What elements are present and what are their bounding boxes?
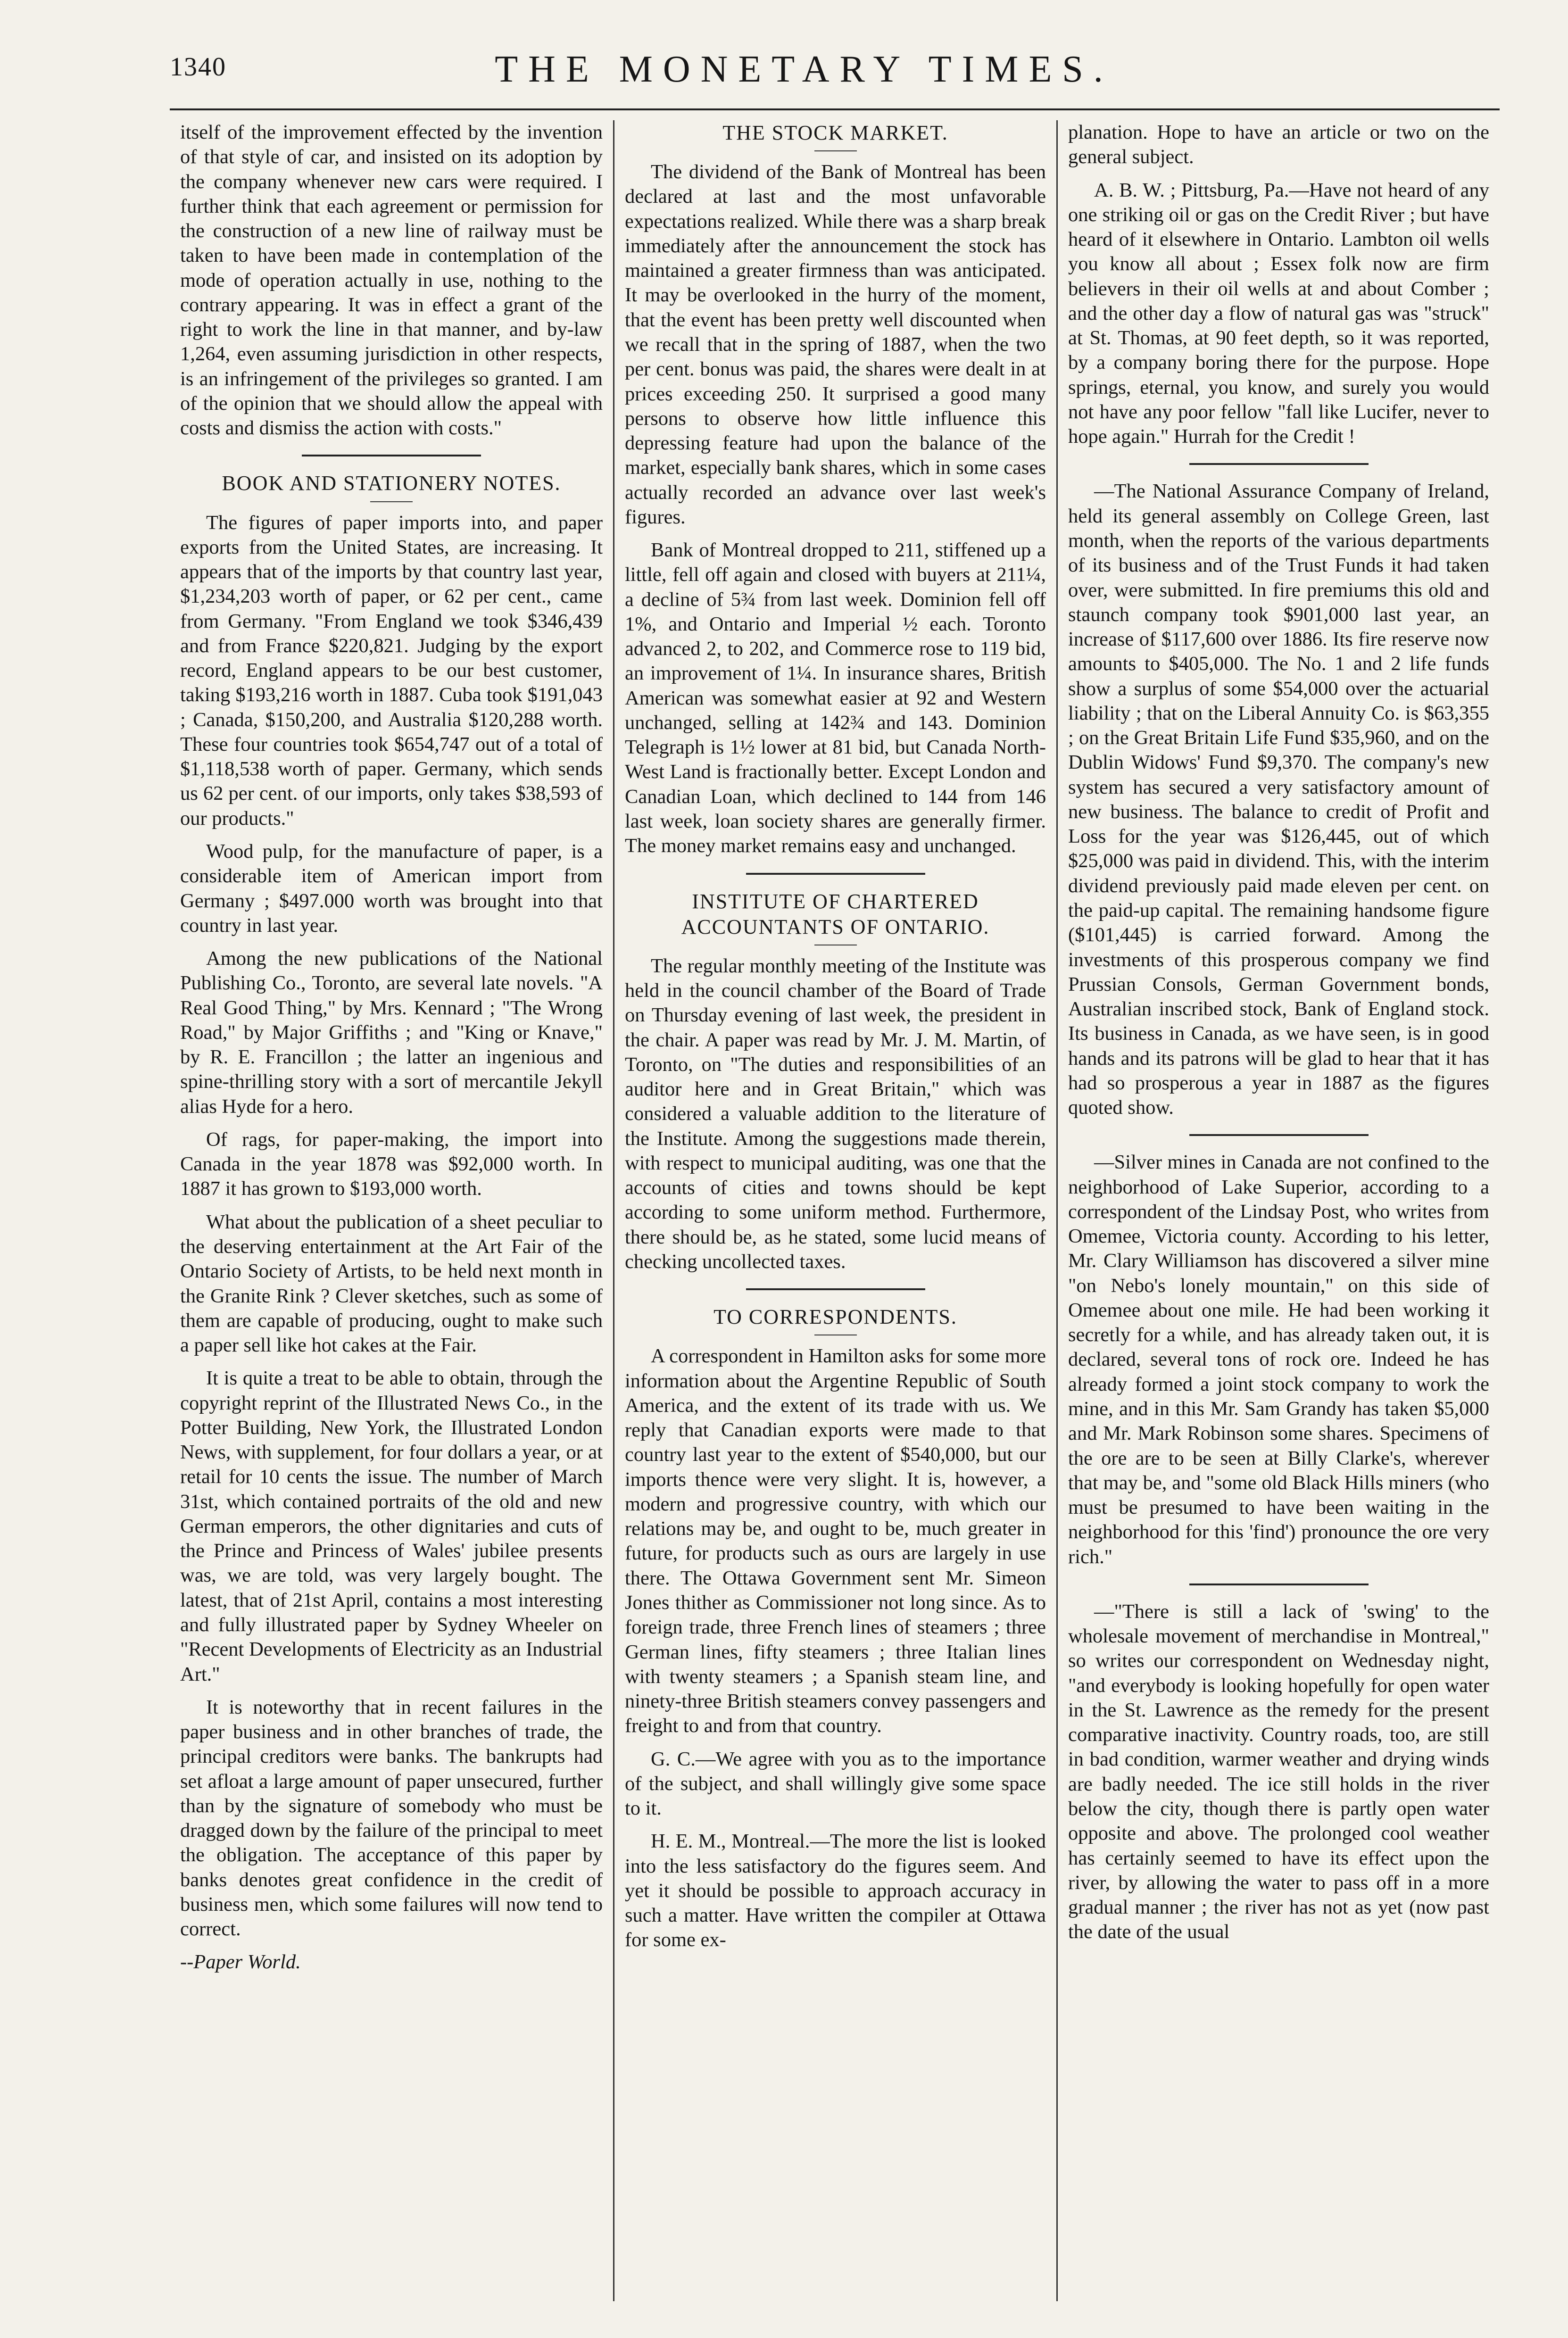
paragraph: A. B. W. ; Pittsburg, Pa.—Have not heard of any one striking oil or gas on the Credit River ; but have heard of it elsewhere in Ontario. Lambton oil wells you know all about ; Essex folk now are firm believers in their oil wells at and about Comber ; and the other day a flow of natural gas was "struck" at St. Thomas, at 90 feet depth, so it was reported, by a company boring there for the purpose. Hope springs, eternal, you know, and surely you would not have any poor fellow "fall like Lucifer, never to hope again." Hurrah for the Credit ! [1068,179,1489,448]
paragraph: planation. Hope to have an article or two on the general subject. [1068,121,1489,168]
paragraph: Wood pulp, for the manufacture of paper, is a considerable item of American import from Germany ; $497.000 worth was brought into that country in last year. [180,840,603,937]
paragraph: —"There is still a lack of 'swing' to the wholesale movement of merchandise in Montreal," so writes our correspondent on Wednesday night, "and everybody is looking hopefully for open water in the St. Lawrence as the remedy for the present comparative inactivity. Country roads, too, are still in bad condition, warmer weather and drying winds are badly needed. The ice still holds in the river below the city, though there is partly open water opposite and above. The prolonged cool weather has certainly seemed to have its effect upon the river, by allowing the water to pass off in a more gradual manner ; the river has not as yet (now past the date of the usual [1068,1600,1489,1943]
paragraph: Of rags, for paper-making, the import into Canada in the year 1878 was $92,000 worth. In 1887 it has grown to $193,000 worth. [180,1128,603,1200]
section-heading: INSTITUTE OF CHARTERED ACCOUNTANTS OF ONTARIO. [681,889,990,938]
paragraph: It is noteworthy that in recent failures in the paper business and in other branches of trade, the principal creditors were banks. The bankrupts had set afloat a large amount of paper unsecured, further than by the signature of somebody who must be dragged down by the failure of the principal to meet the obligation. The acceptance of this paper by banks denotes great confidence in the credit of business men, which some failures will now tend to correct. [180,1696,603,1940]
paragraph: G. C.—We agree with you as to the importance of the subject, and shall willingly give some space to it. [625,1748,1046,1820]
section-divider [746,873,925,875]
column-3 [1056,120,1500,2301]
heading-rule [370,501,413,502]
section-divider [1189,1134,1369,1136]
page-number: 1340 [170,52,226,82]
paragraph: H. E. M., Montreal.—The more the list is looked into the less satisfactory do the figures seem. And yet it should be possible to approach accuracy in such a matter. Have written the compiler at Ottawa for some ex- [625,1830,1046,1951]
section-heading: TO CORRESPONDENTS. [713,1305,957,1329]
newspaper-page [108,38,1500,2301]
section-divider [1189,463,1369,465]
masthead [108,38,1500,118]
masthead-rule [170,108,1500,110]
paragraph: What about the publication of a sheet peculiar to the deserving entertainment at the Art Fair of the Ontario Society of Artists, to be held next month in the Granite Rink ? Clever sketches, such as some of them are capable of producing, ought to make such a paper sell like hot cakes at the Fair. [180,1210,603,1357]
article-columns [170,120,1500,2301]
paragraph: —The National Assurance Company of Ireland, held its general assembly on College Green, last month, when the reports of the various departments of its business and of the Trust Funds it had taken over, were submitted. In fire premiums this old and staunch company took $901,000 last year, an increase of $117,600 over 1886. Its fire reserve now amounts to $405,000. The No. 1 and 2 life funds show a surplus of some $54,000 over the actuarial liability ; that on the Liberal Annuity Co. is $63,355 ; on the Great Britain Life Fund $35,960, and on the Dublin Widows' Fund $9,370. The company's new system has secured a very satisfactory amount of new business. The balance to credit of Profit and Loss for the year was $126,445, out of which $25,000 was paid in dividend. This, with the interim dividend previously paid made eleven per cent. on the paid-up capital. The remaining handsome figure ($101,445) is carried forward. Among the investments of this prosperous company we find Prussian Consols, German Government bonds, Australian inscribed stock, Bank of England stock. Its business in Canada, as we have seen, is in good hands and its patrons will be glad to hear that it has had so prosperous a year in 1887 as the figures quoted show. [1068,480,1489,1119]
column-2 [613,120,1056,2301]
section-divider [302,455,481,456]
section-heading: BOOK AND STATIONERY NOTES. [222,472,561,495]
section-divider [746,1288,925,1290]
paragraph: itself of the improvement effected by the invention of that style of car, and insisted on its adoption by the company whenever new cars were required. I further think that each agreement or permission for the construction of a new line of railway must be taken to have been made in contemplation of the mode of operation actually in use, nothing to the contrary appearing. It was in effect a grant of the right to work the line in that manner, and by-law 1,264, even assuming jurisdiction in other respects, is an infringement of the privileges so granted. I am of the opinion that we should allow the appeal with costs and dismiss the action with costs." [180,121,603,439]
paragraph: The regular monthly meeting of the Institute was held in the council chamber of the Board of Trade on Thursday evening of last week, the president in the chair. A paper was read by Mr. J. M. Martin, of Toronto, on "The duties and responsibilities of an auditor here and in Great Britain," which was considered a valuable addition to the literature of the Institute. Among the suggestions made therein, with respect to municipal auditing, was one that the accounts of cities and towns should be kept according to some uniform method. Furthermore, there should be, as he stated, some lucid means of checking uncollected taxes. [625,954,1046,1273]
paragraph: The figures of paper imports into, and paper exports from the United States, are increasing. It appears that of the imports by that country last year, $1,234,203 worth of paper, or 62 per cent., came from Germany. "From England we took $346,439 and from France $220,821. Judging by the export record, England appears to be our best customer, taking $193,216 worth in 1887. Cuba took $191,043 ; Canada, $150,200, and Australia $120,288 worth. These four countries took $654,747 out of a total of $1,118,538 worth of paper. Germany, which sends us 62 per cent. of our imports, only takes $38,593 of our products." [180,511,603,829]
heading-rule [814,150,857,151]
attribution: --Paper World. [180,1951,301,1973]
column-1 [170,120,613,2301]
paper-title: THE MONETARY TIMES. [495,49,1113,90]
section-heading: THE STOCK MARKET. [722,121,948,144]
paragraph: —Silver mines in Canada are not confined to the neighborhood of Lake Superior, according to a correspondent of the Lindsay Post, who writes from Omemee, Victoria county. According to his letter, Mr. Clary Williamson has discovered a silver mine "on Nebo's lonely mountain," on this side of Omemee about one mile. He had been working it secretly for a while, and has already taken out, it is declared, several tons of rock ore. Indeed he has already formed a joint stock company to work the mine, and in this Mr. Sam Grandy has taken $5,000 and Mr. Mark Robinson some shares. Specimens of the ore are to be seen at Billy Clarke's, wherever that may be, and "some old Black Hills miners (who must be presumed to have been waiting in the neighborhood for this 'find') pronounce the ore very rich." [1068,1151,1489,1568]
paragraph: The dividend of the Bank of Montreal has been declared at last and the most unfavorable expectations realized. While there was a sharp break immediately after the announcement the stock has maintained a greater firmness than was anticipated. It may be overlooked in the hurry of the moment, that the event has been pretty well discounted when we recall that in the spring of 1887, when the two per cent. bonus was paid, the shares were dealt in at prices exceeding 250. It surprised a good many persons to observe how little influence this depressing feature had upon the balance of the market, especially bank shares, which in some cases actually recorded an advance over last week's figures. [625,161,1046,528]
paragraph: It is quite a treat to be able to obtain, through the copyright reprint of the Illustrated News Co., in the Potter Building, New York, the Illustrated London News, with supplement, for four dollars a year, or at retail for 10 cents the issue. The number of March 31st, which contained portraits of the old and new German emperors, the other dignitaries and cuts of the Prince and Princess of Wales' jubilee presents was, we are told, was very largely bought. The latest, that of 21st April, contains a most interesting and fully illustrated paper by Sydney Wheeler on "Recent Developments of Electricity as an Industrial Art." [180,1367,603,1685]
paragraph: Bank of Montreal dropped to 211, stiffened up a little, fell off again and closed with buyers at 211¼, a decline of 5¾ from last week. Dominion fell off 1%, and Ontario and Imperial ½ each. Toronto advanced 2, to 202, and Commerce rose to 119 bid, an improvement of 1¼. In insurance shares, British American was somewhat easier at 92 and Western unchanged, selling at 142¾ and 143. Dominion Telegraph is 1½ lower at 81 bid, but Canada North-West Land is fractionally better. Except London and Canadian Loan, which declined to 144 from 146 last week, loan society shares are generally firmer. The money market remains easy and unchanged. [625,539,1046,857]
paragraph: A correspondent in Hamilton asks for some more information about the Argentine Republic of South America, and the extent of its trade with us. We reply that Canadian exports were made to that country last year to the extent of $540,000, but our imports thence were very slight. It is, however, a modern and progressive country, with which our relations may be, and ought to be, much greater in future, for products such as ours are largely in use there. The Ottawa Government sent Mr. Simeon Jones thither as Commissioner not long since. As to foreign trade, three French lines of steamers ; three German lines, fifty steamers ; three Italian lines with twenty steamers ; a Spanish steam line, and ninety-three British steamers convey passengers and freight to and from that country. [625,1345,1046,1737]
paragraph: Among the new publications of the National Publishing Co., Toronto, are several late novels. "A Real Good Thing," by Mrs. Kennard ; "The Wrong Road," by Major Griffiths ; and "King or Knave," by R. E. Francillon ; the latter an ingenious and spine-thrilling story with a sort of mercantile Jekyll alias Hyde for a hero. [180,947,603,1118]
section-divider [1189,1584,1369,1585]
